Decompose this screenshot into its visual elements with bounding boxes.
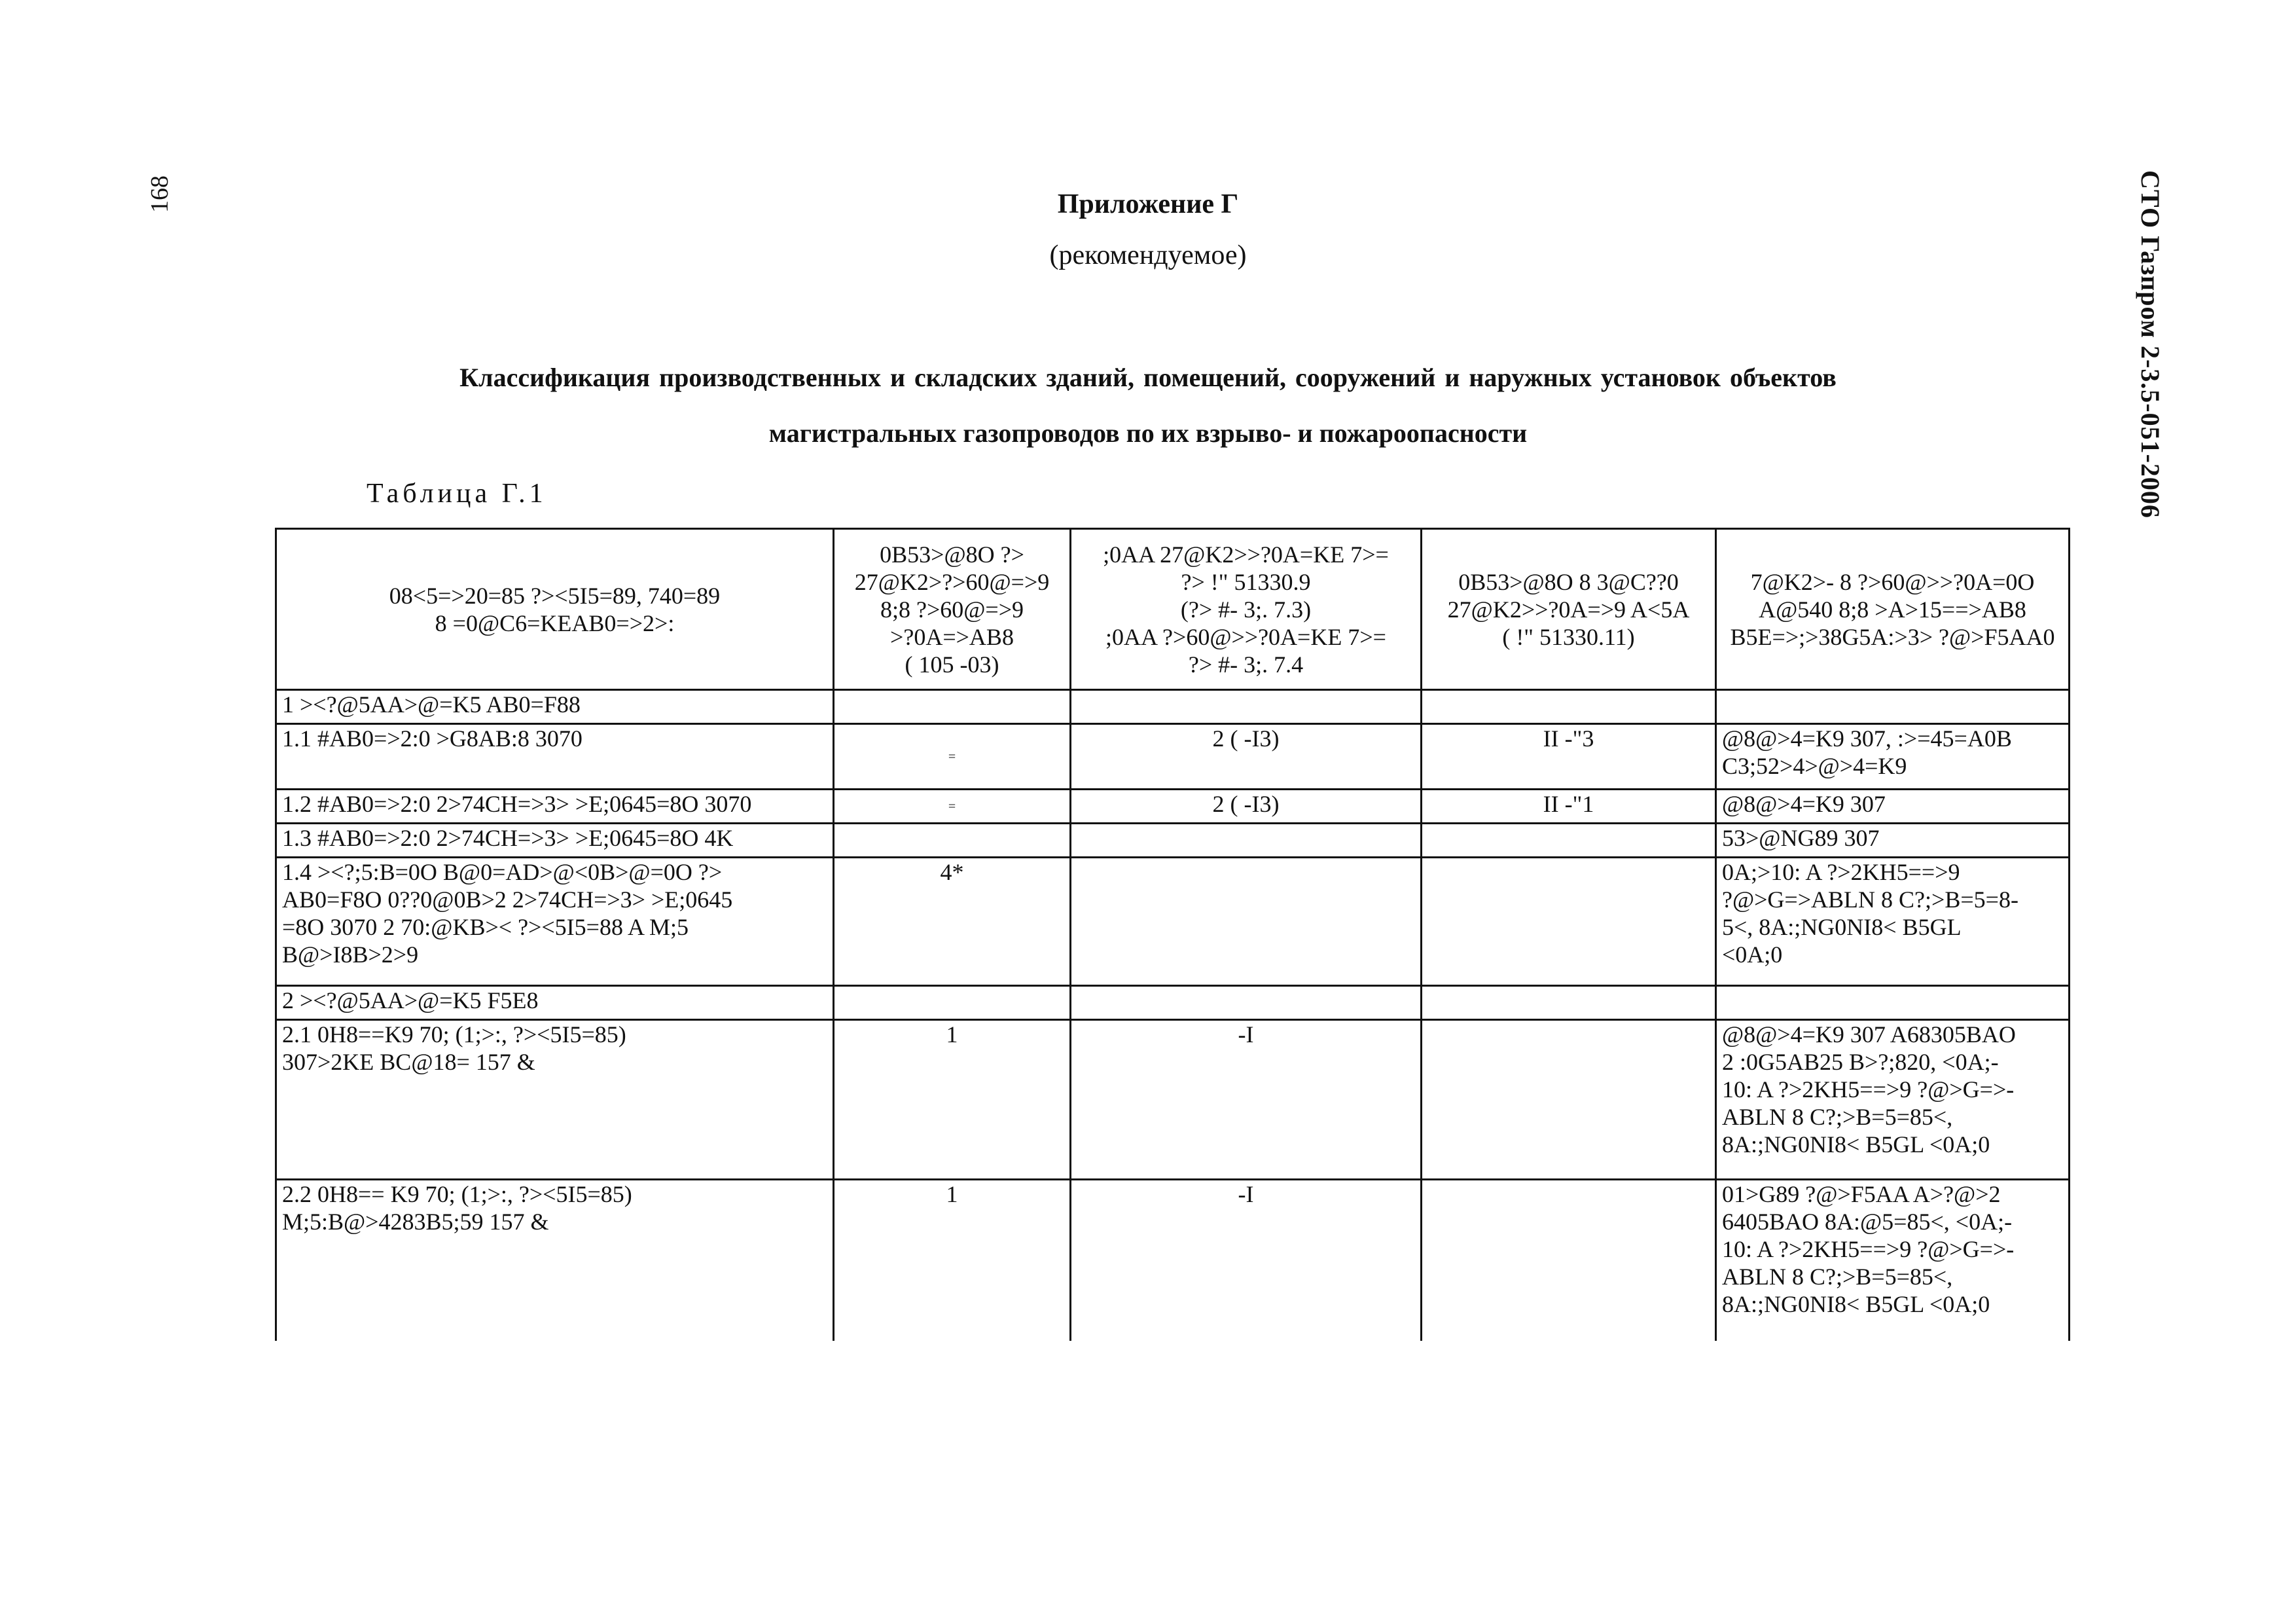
table-cell [1422, 986, 1716, 1020]
page-number: 168 [146, 175, 173, 213]
table-cell [1071, 690, 1422, 724]
table-cell: 1 ><?@5AA>@=K5 AB0=F88 [276, 690, 834, 724]
table-cell: II -"3 [1422, 724, 1716, 790]
table-cell: 1 [834, 1020, 1071, 1180]
table-row [276, 724, 2070, 790]
table-cell: 2.1 0H8==K9 70; (1;>:, ?><5I5=85) 307>2KE BC@18= 157 & [276, 1020, 834, 1180]
header-cell-object-name: 08<5=>20=85 ?><5I5=89, 740=89 8 =0@C6=KEAB0=>2>: [276, 529, 834, 690]
table-cell [834, 824, 1071, 858]
classification-title-line-2: магистральных газопроводов по их взрыво- и пожароопасности [768, 418, 1528, 448]
table-cell: 1.3 #AB0=>2:0 2>74CH=>3> >E;0645=8O 4K [276, 824, 834, 858]
table-cell [1071, 858, 1422, 986]
table-cell [834, 986, 1071, 1020]
table-row [276, 986, 2070, 1020]
table-cell: 0A;>10: A ?>2KH5==>9 ?@>G=>ABLN 8 C?;>B=5=8- 5<, 8A:;NG0NI8< B5GL <0A;0 [1716, 858, 2070, 986]
table-cell: 2 ( -I3) [1071, 790, 1422, 824]
table-cell [1422, 824, 1716, 858]
table-cell: 1.1 #AB0=>2:0 >G8AB:8 3070 [276, 724, 834, 790]
table-cell: @8@>4=K9 307, :>=45=A0B C3;52>4>@>4=K9 [1716, 724, 2070, 790]
table-cell: 53>@NG89 307 [1716, 824, 2070, 858]
table-row [276, 1180, 2070, 1341]
table-cell: 4* [834, 858, 1071, 986]
table-cell: = [834, 790, 1071, 824]
classification-table [275, 528, 2070, 1341]
appendix-subtitle: (рекомендуемое) [1049, 240, 1247, 270]
table-header-row [276, 529, 2070, 690]
table-cell [1422, 1180, 1716, 1341]
table-cell [1422, 858, 1716, 986]
table-cell [1716, 690, 2070, 724]
document-code: СТО Газпром 2-3.5-051-2006 [2136, 170, 2165, 519]
header-cell-hazardous-medium: 7@K2>- 8 ?>60@>>?0A=0O A@540 8;8 >A>15==>AB8 B5E=>;>38G5A:>3> ?@>F5AA0 [1716, 529, 2070, 690]
table-cell: 1.2 #AB0=>2:0 2>74CH=>3> >E;0645=8O 3070 [276, 790, 834, 824]
table-cell: @8@>4=K9 307 [1716, 790, 2070, 824]
header-cell-fire-category: 0B53>@8O ?> 27@K2>?>60@=>9 8;8 ?>60@=>9 >?0A=>AB8 ( 105 -03) [834, 529, 1071, 690]
table-cell: -I [1071, 1180, 1422, 1341]
table-row [276, 824, 2070, 858]
table-cell: @8@>4=K9 307 A68305BAO 2 :0G5AB25 B>?;820, <0A;- 10: A ?>2KH5==>9 ?@>G=>- ABLN 8 C?;>B=5=85<, 8A:;NG0NI8< B5GL <0A;0 [1716, 1020, 2070, 1180]
table-cell [1422, 690, 1716, 724]
header-cell-explosive-group: 0B53>@8O 8 3@C??0 27@K2>>?0A=>9 A<5A ( !" 51330.11) [1422, 529, 1716, 690]
table-cell: 2.2 0H8== K9 70; (1;>:, ?><5I5=85) M;5:B@>4283B5;59 157 & [276, 1180, 834, 1341]
table-cell: 2 ><?@5AA>@=K5 F5E8 [276, 986, 834, 1020]
table-row [276, 858, 2070, 986]
table-cell: 1 [834, 1180, 1071, 1341]
table-cell: 01>G89 ?@>F5AA A>?@>2 6405BAO 8A:@5=85<, <0A;- 10: A ?>2KH5==>9 ?@>G=>- ABLN 8 C?;>B=5=85<, 8A:;NG0NI8< B5GL <0A;0 [1716, 1180, 2070, 1341]
header-cell-zone-class: ;0AA 27@K2>>?0A=KE 7>= ?> !" 51330.9 (?> #- 3;. 7.3) ;0AA ?>60@>>?0A=KE 7>= ?> #- 3;. 7.4 [1071, 529, 1422, 690]
table-cell: = [834, 724, 1071, 790]
table-cell: 2 ( -I3) [1071, 724, 1422, 790]
table-cell [1422, 1020, 1716, 1180]
table-row [276, 690, 2070, 724]
table-cell: II -"1 [1422, 790, 1716, 824]
table-cell: 1.4 ><?;5:B=0O B@0=AD>@<0B>@=0O ?> AB0=F8O 0??0@0B>2 2>74CH=>3> >E;0645 =8O 3070 2 70:@KB>< ?><5I5=88 A M;5 B@>I8B>2>9 [276, 858, 834, 986]
table-cell [1071, 824, 1422, 858]
table-label: Таблица Г.1 [367, 479, 547, 509]
table-cell [1716, 986, 2070, 1020]
appendix-title: Приложение Г [1057, 189, 1239, 219]
table-row [276, 790, 2070, 824]
table-cell: -I [1071, 1020, 1422, 1180]
table-cell [834, 690, 1071, 724]
classification-title-line-1: Классификация производственных и складских зданий, помещений, сооружений и наружных установок объектов [459, 363, 1837, 392]
table-cell [1071, 986, 1422, 1020]
table-row [276, 1020, 2070, 1180]
